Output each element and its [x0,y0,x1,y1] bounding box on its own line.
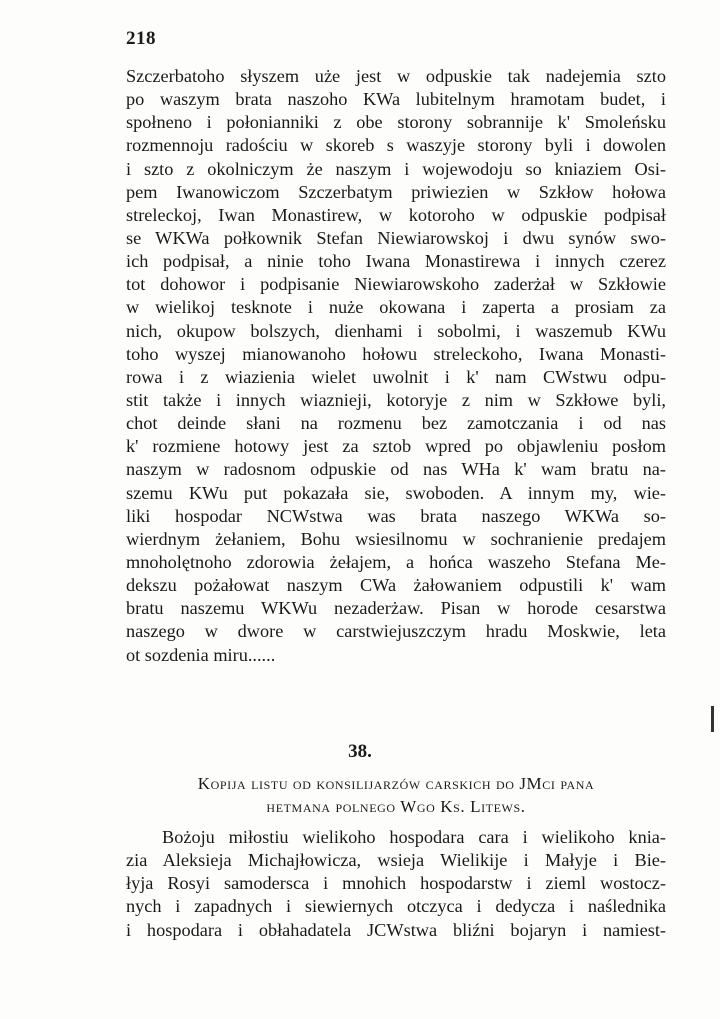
letter-opening-text [126,826,666,942]
text-line: naszym w radosnom odpuskie od nas WHa k' wam bratu na- [126,459,666,480]
text-line: i szto z okolniczym że naszym i wojewodoju so kniaziem Osi- [126,158,666,179]
text-line: ich podpisał, a ninie toho Iwana Monastirewa i innych czerez [126,251,666,272]
section-title-line: Kopija listu od konsilijarzów carskich do JMci pana [197,774,595,793]
text-line: dekszu pożałowat naszym CWa żałowaniem odpustili k' wam [126,575,666,596]
text-line: nich, okupow bolszych, dienhami i sobolmi, i waszemub KWu [126,320,666,341]
text-line: liki hospodar NCWstwa was brata naszego WKWa so- [126,505,666,526]
text-line: stit także i innych wiaznieji, kotoryje z nim w Szkłowe byli, [126,389,666,410]
text-line: po waszym brata naszoho KWa lubitelnym hramotam budet, i [126,89,666,110]
text-line: Bożoju miłostiu wielikoho hospodara cara i wielikoho knia- [162,827,666,847]
text-line: szemu KWu put pokazała sie, swoboden. A innym my, wie- [126,482,666,503]
text-line: pem Iwanowiczom Szczerbatym priwiezien w Szkłow hołowa [126,181,666,202]
text-line: mnoholętnoho zdorowia żełajem, a hońca waszeho Stefana Me- [126,551,666,572]
text-line: streleckoj, Iwan Monastirew, w kotoroho w odpuskie podpisał [126,204,666,225]
letter-body-text [126,65,666,667]
text-line: chot deinde słani na rozmenu bez zamotczania i od nas [126,413,666,434]
page-number: 218 [126,28,156,49]
text-line: k' rozmiene hotowy jest za sztob wpred po objawleniu posłom [126,436,666,457]
text-line: toho wyszej mianowanoho hołowu streleckoho, Iwana Monasti- [126,343,666,364]
text-line: Szczerbatoho słyszem uże jest w odpuskie tak nadejemia szto [126,66,666,86]
text-line: rozmennoju radościu w skoreb s waszyje storony byli i dowolen [126,135,666,156]
text-line: nych i zapadnych i siewiernych otczyca i dedycza i naślednika [126,896,666,917]
text-line: rowa i z wiazienia wielet uwolnit i k' nam CWstwu odpu- [126,366,666,387]
text-line: ot sozdenia miru...... [126,644,276,665]
text-line: se WKWa połkownik Stefan Niewiarowskoj i dwu synów swo- [126,227,666,248]
section-number: 38. [348,741,372,762]
text-line: tot dohowor i podpisanie Niewiarowskoho zaderżał w Szkłowie [126,274,666,295]
text-line: naszego w dwore w carstwiejuszczym hradu Moskwie, leta [126,621,666,642]
text-line: społneno i połonianniki z obe storony sobrannije k' Smoleńsku [126,112,666,133]
text-line: łyja Rosyi samodersca i mnohich hospodarstw i zieml wostocz- [126,873,666,894]
text-line: wierdnym żełaniem, Bohu wsiesilnomu w sochranienie predajem [126,528,666,549]
text-line: zia Aleksieja Michajłowicza, wsieja Wielikije i Małyje i Bie- [126,850,666,871]
section-title [126,772,666,818]
text-line: i hospodara i obłahadatela JCWstwa bliźni bojaryn i namiest- [126,919,666,940]
section-title-line: hetmana polnego Wgo Ks. Litews. [266,797,526,816]
text-line: w wielikoj tesknote i nuże okowana i zaperta a prosiam za [126,297,666,318]
text-line: bratu naszemu WKWu nezaderżaw. Pisan w horode cesarstwa [126,598,666,619]
scan-edge-mark [711,706,714,732]
